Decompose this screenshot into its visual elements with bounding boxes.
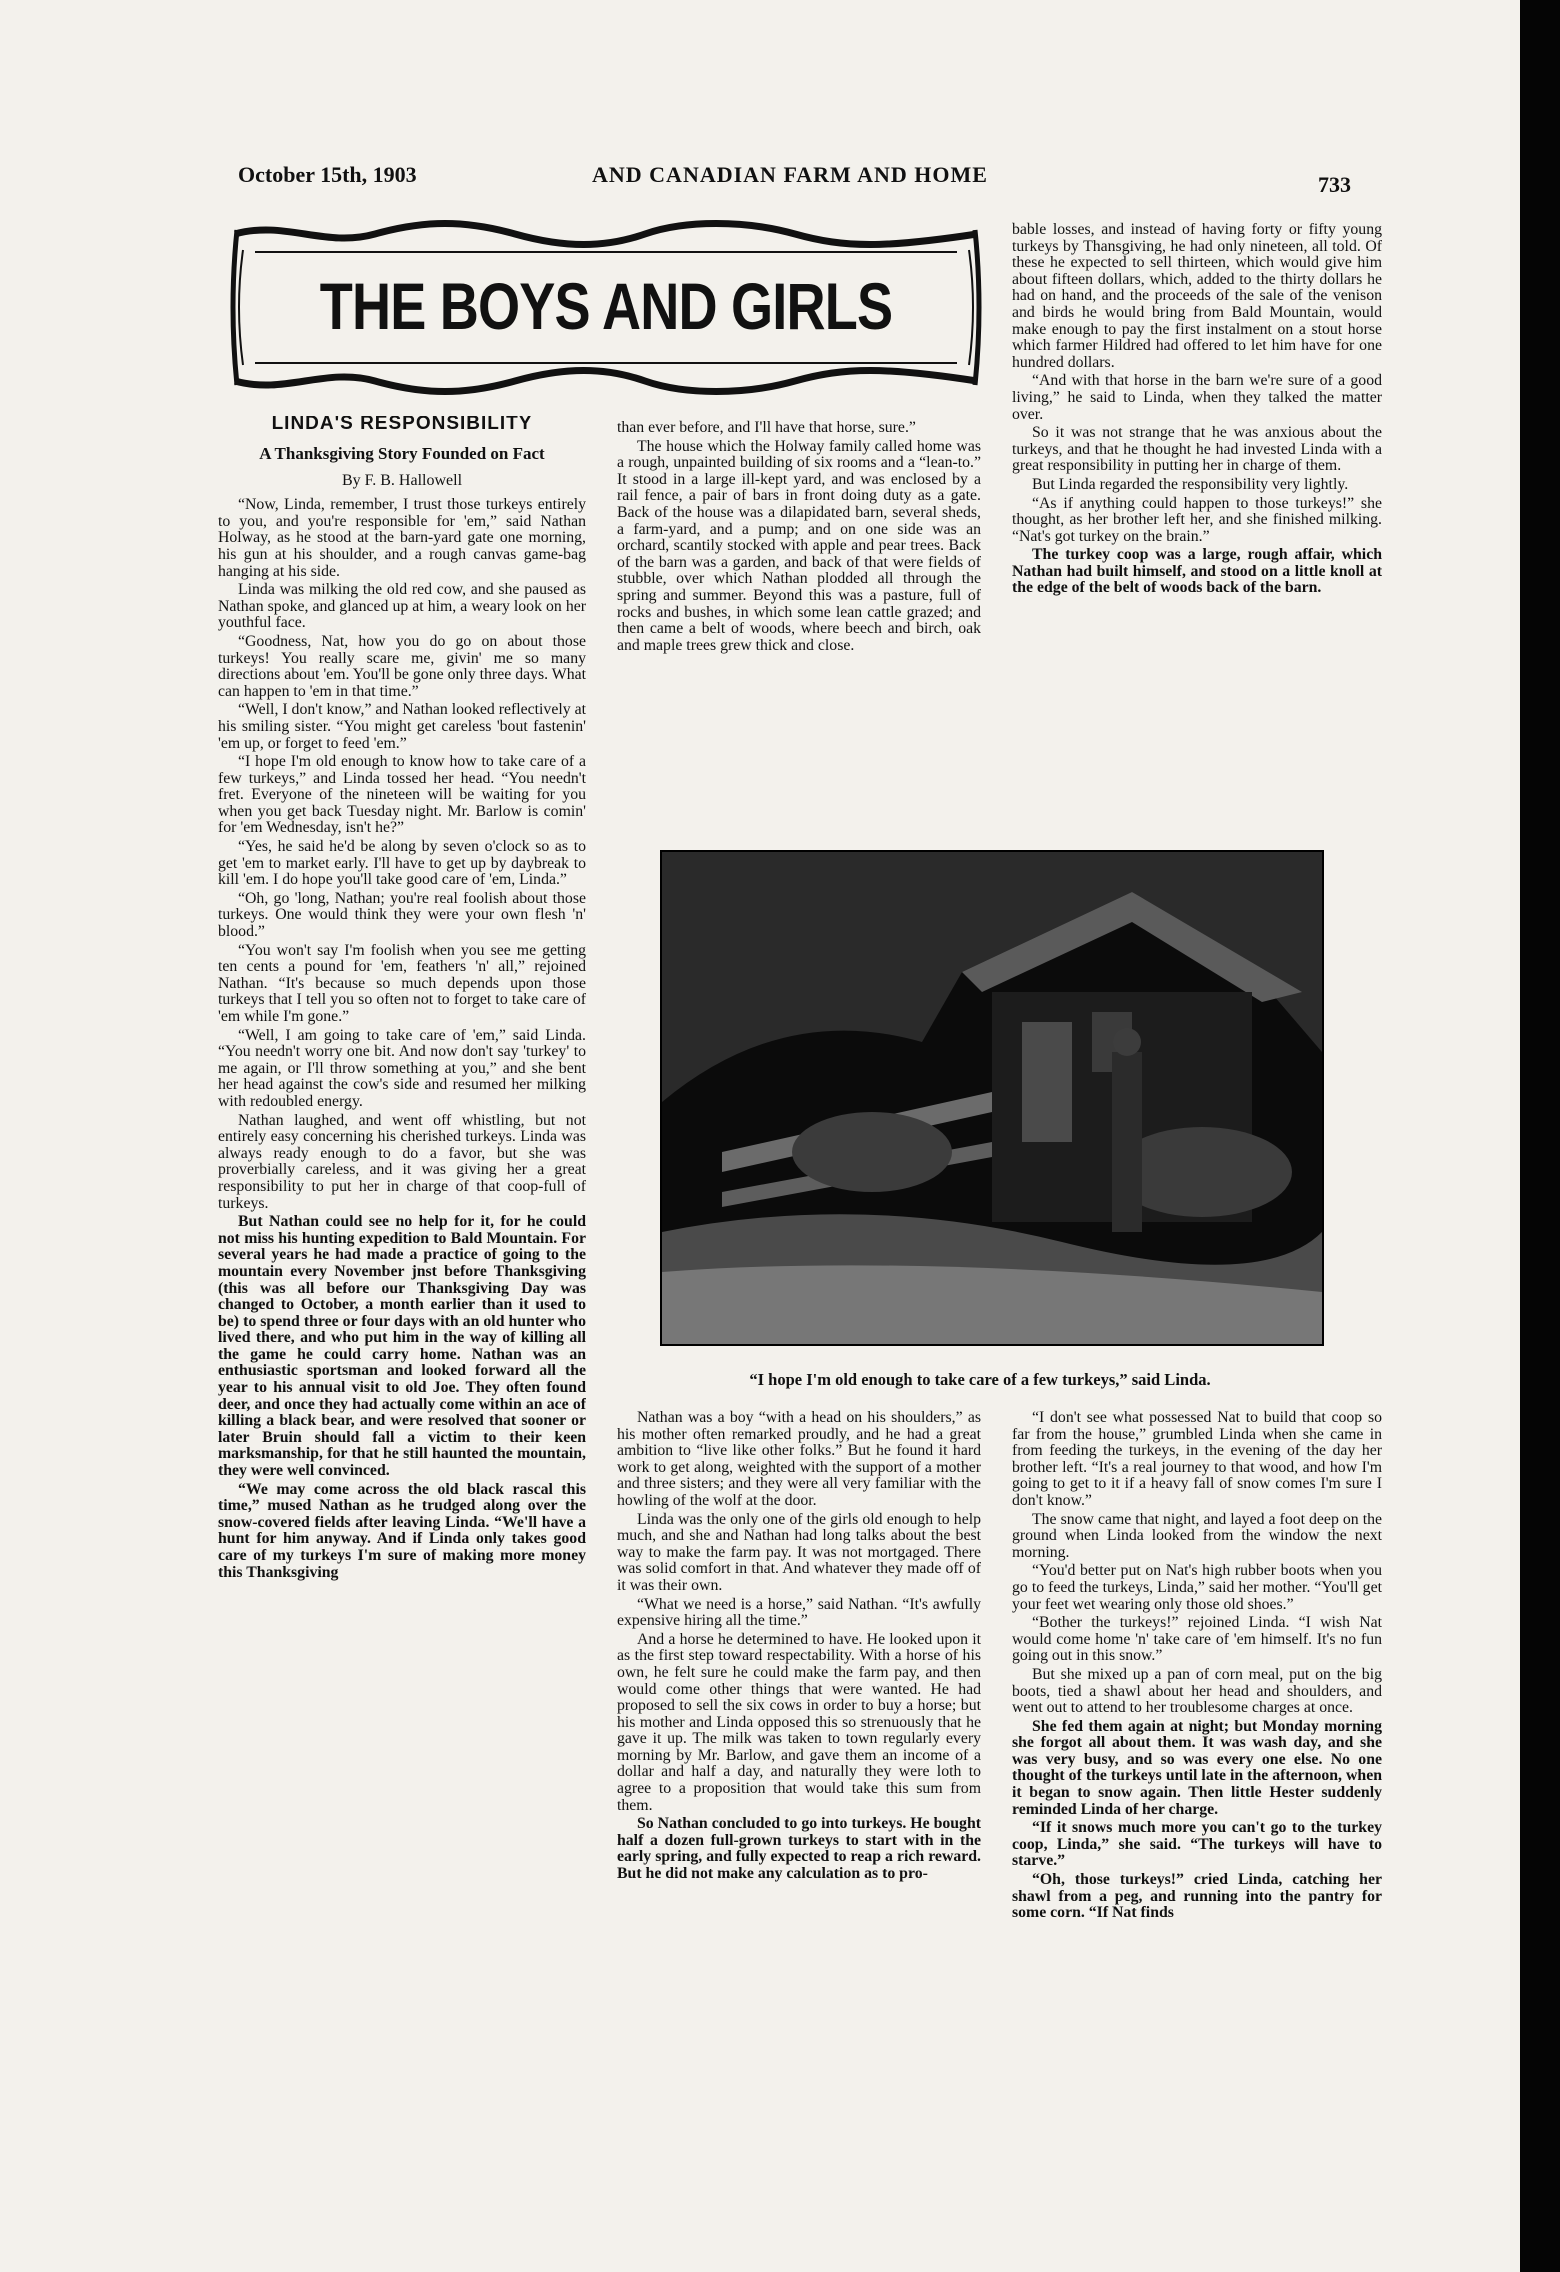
article-subtitle: A Thanksgiving Story Founded on Fact bbox=[259, 443, 545, 463]
section-banner bbox=[225, 220, 987, 395]
paragraph: But Nathan could see no help for it, for he could not miss his hunting expedition to Bald Mountain. For several years he had made a practice of going to the mountain every November jnst before Thanksgiving (this was all before our Thanksgiving Day was changed to October, a month earlier than it used to be) to spend three or four days with an old hunter who lived there, and who put him in the way of killing all the game he could carry home. Nathan was an enthusiastic sportsman and looked forward all the year to his annual visit to old Joe. They often found deer, and once they had actually come within an ace of killing a black bear, and were resolved that sooner or later Bruin should fall a victim to their keen marksmanship, for that he still haunted the mountain, they were well convinced. bbox=[218, 1213, 586, 1480]
barn-illustration bbox=[660, 850, 1324, 1346]
paragraph: “Well, I am going to take care of 'em,” said Linda. “You needn't worry one bit. And now don't say 'turkey' to me again, or I'll throw something at you,” and she bent her head against the cow's side and resumed her milking with redoubled energy. bbox=[218, 1026, 586, 1110]
paragraph: The house which the Holway family called home was a rough, unpainted building of six rooms and a “lean-to.” It stood in a large ill-kept yard, and was enclosed by a rail fence, a pair of bars in front doing duty as a gate. Back of the house was a dilapidated barn, several sheds, a farm-yard, and a pump; and on one side was an orchard, scantily stocked with apple and pear trees. Back of the barn was a garden, and back of that were fields of stubble, over which Nathan plodded all through the spring and summer. Beyond this was a pasture, full of rocks and bushes, in which some lean cattle grazed; and then came a belt of woods, where beech and birch, oak and maple trees grew thick and close. bbox=[617, 437, 981, 654]
paragraph: “Oh, those turkeys!” cried Linda, catching her shawl from a peg, and running into the pantry for some corn. “If Nat finds bbox=[1012, 1871, 1382, 1922]
paragraph: Linda was the only one of the girls old enough to help much, and she and Nathan had long talks about the best way to make the farm pay. It was not mortgaged. There was solid comfort in that. And whatever they made off of it was their own. bbox=[617, 1510, 981, 1594]
paragraph: Nathan laughed, and went off whistling, but not entirely easy concerning his cherished turkeys. Linda was always ready enough to do a favor, but she was proverbially careless, and it was giving her a great responsibility to put her in charge of that coop-full of turkeys. bbox=[218, 1111, 586, 1212]
paragraph: “You won't say I'm foolish when you see me getting ten cents a pound for 'em, feathers 'n' all,” rejoined Nathan. “It's because so much depends upon those turkeys that I tell you so often not to forget to take care of 'em while I'm gone.” bbox=[218, 941, 586, 1025]
paragraph: “We may come across the old black rascal this time,” mused Nathan as he trudged along over the snow-covered fields after leaving Linda. “We'll have a hunt for him anyway. And if Linda only takes good care of my turkeys I'm sure of making more money this Thanksgiving bbox=[218, 1480, 586, 1581]
paragraph: than ever before, and I'll have that horse, sure.” bbox=[617, 420, 916, 436]
paragraph: “And with that horse in the barn we're sure of a good living,” he said to Linda, when they talked the matter over. bbox=[1012, 372, 1382, 423]
page-number: 733 bbox=[1318, 172, 1351, 197]
article-byline: By F. B. Hallowell bbox=[341, 471, 463, 489]
scan-border bbox=[1520, 0, 1560, 2272]
barn-scene-image bbox=[662, 852, 1322, 1344]
paragraph: So Nathan concluded to go into turkeys. He bought half a dozen full-grown turkeys to start with in the early spring, and fully expected to reap a rich reward. But he did not make any calculation as to pro- bbox=[617, 1815, 981, 1883]
paragraph: “Oh, go 'long, Nathan; you're real foolish about those turkeys. One would think they were your own flesh 'n' blood.” bbox=[218, 889, 586, 941]
paragraph: “Now, Linda, remember, I trust those turkeys entirely to you, and you're responsible for 'em,” said Nathan Holway, as he stood at the barn-yard gate one morning, his gun at his shoulder, and a rough canvas game-bag hanging at his side. bbox=[218, 496, 586, 580]
page-header bbox=[0, 162, 1520, 202]
paragraph: “Well, I don't know,” and Nathan looked reflectively at his smiling sister. “You might get careless 'bout fastenin' 'em up, or forget to feed 'em.” bbox=[218, 701, 586, 752]
paragraph: “Bother the turkeys!” rejoined Linda. “I wish Nat would come home 'n' take care of 'em himself. It's no fun going out in this snow.” bbox=[1012, 1614, 1382, 1665]
paragraph: “I don't see what possessed Nat to build that coop so far from the house,” grumbled Linda when she came in from feeding the turkeys, in the evening of the day her brother left. “It's a real journey to that wood, and how I'm going to get to it if a heavy fall of snow comes I'm sure I don't know.” bbox=[1012, 1410, 1382, 1509]
column-2-bottom bbox=[617, 1410, 981, 2240]
paragraph: Linda was milking the old red cow, and she paused as Nathan spoke, and glanced up at him, a weary look on her youthful face. bbox=[218, 581, 586, 632]
paragraph: But Linda regarded the responsibility very lightly. bbox=[1032, 475, 1349, 493]
paragraph: “Yes, he said he'd be along by seven o'clock so as to get 'em to market early. I'll have to get up by daybreak to kill 'em. I do hope you'll take good care of 'em, Linda.” bbox=[218, 838, 586, 889]
illustration-caption: “I hope I'm old enough to take care of a few turkeys,” said Linda. bbox=[749, 1370, 1211, 1389]
paragraph: Nathan was a boy “with a head on his shoulders,” as his mother often remarked proudly, and he had a great ambition to “live like other folks.” But he found it hard work to get along, weighted with the support of a mother and three sisters; and they were all very familiar with the howling of the wolf at the door. bbox=[617, 1410, 981, 1509]
issue-date: October 15th, 1903 bbox=[238, 162, 417, 187]
publication-name: AND CANADIAN FARM AND HOME bbox=[592, 162, 988, 187]
paragraph: “If it snows much more you can't go to the turkey coop, Linda,” she said. “The turkeys will have to starve.” bbox=[1012, 1819, 1382, 1870]
article-title: LINDA'S RESPONSIBILITY bbox=[271, 416, 533, 434]
paragraph: And a horse he determined to have. He looked upon it as the first step toward respectability. With a horse of his own, he felt sure he could make the farm pay, and then would come other things that were wanted. He had proposed to sell the six cows in order to buy a horse; but his mother and Linda opposed this so strenuously that he gave it up. The milk was taken to town regularly every morning by Mr. Barlow, and gave them an income of a dollar and half a day, and naturally they were loth to agree to a proposition that would take this sum from them. bbox=[617, 1630, 981, 1814]
column-3-bottom bbox=[1012, 1410, 1382, 2240]
paragraph: “Goodness, Nat, how you do go on about those turkeys! You really scare me, givin' me so many directions about 'em. You'll be gone only three days. What can happen to 'em in that time.” bbox=[218, 632, 586, 700]
paragraph: The snow came that night, and layed a foot deep on the ground when Linda looked from the window the next morning. bbox=[1012, 1510, 1382, 1561]
paragraph: So it was not strange that he was anxious about the turkeys, and that he thought he had invested Linda with a great responsibility in putting her in charge of them. bbox=[1012, 424, 1382, 475]
column-1 bbox=[218, 416, 586, 2256]
column-2-top bbox=[617, 420, 981, 816]
banner-title: THE BOYS AND GIRLS bbox=[319, 269, 893, 343]
paragraph: bable losses, and instead of having forty or fifty young turkeys by Thansgiving, he had only nineteen, all told. Of these he expected to sell thirteen, which would give him about fifteen dollars, which, added to the thirty dollars he had on hand, and the proceeds of the sale of the venison and birds he would bring from Bald Mountain, would make enough to pay the first instalment on a stout horse which farmer Hildred had offered to let him have for one hundred dollars. bbox=[1012, 222, 1382, 371]
paragraph: But she mixed up a pan of corn meal, put on the big boots, tied a shawl about her head and shoulders, and went out to attend to her troublesome charges at once. bbox=[1012, 1665, 1382, 1717]
paragraph: She fed them again at night; but Monday morning she forgot all about them. It was wash day, and she was very busy, and so was every one else. No one thought of the turkeys until late in the afternoon, when it began to snow again. Then little Hester suddenly reminded Linda of her charge. bbox=[1012, 1717, 1382, 1818]
paragraph: “You'd better put on Nat's high rubber boots when you go to feed the turkeys, Linda,” said her mother. “You'll get your feet wet wearing only those old shoes.” bbox=[1012, 1562, 1382, 1613]
paragraph: “As if anything could happen to those turkeys!” she thought, as her brother left her, and she finished milking. “Nat's got turkey on the brain.” bbox=[1012, 494, 1382, 545]
paragraph: “What we need is a horse,” said Nathan. “It's awfully expensive hiring all the time.” bbox=[617, 1595, 981, 1630]
paragraph: The turkey coop was a large, rough affair, which Nathan had built himself, and stood on a little knoll at the edge of the belt of woods back of the barn. bbox=[1012, 546, 1382, 597]
column-3-top bbox=[1012, 222, 1382, 752]
paragraph: “I hope I'm old enough to know how to take care of a few turkeys,” and Linda tossed her head. “You needn't fret. Everyone of the nineteen will be waiting for you when you get back Tuesday night. Mr. Barlow is comin' for 'em Wednesday, isn't he?” bbox=[218, 753, 586, 837]
